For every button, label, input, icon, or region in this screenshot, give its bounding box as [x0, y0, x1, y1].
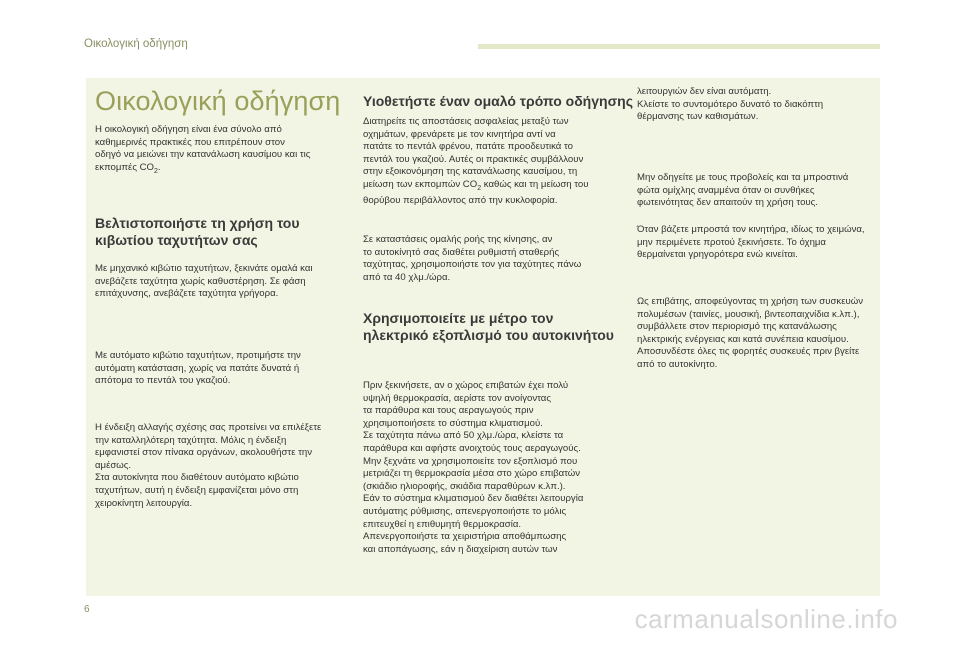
watermark: carmanualsonline.info — [634, 604, 898, 634]
air-conditioning-paragraph: Πριν ξεκινήσετε, αν ο χώρος επιβατών έχει πολύ υψηλή θερμοκρασία, αερίστε τον ανοίγοντας τα παράθυρα και τους αεραγωγούς πριν χρησιμοποιήσετε το σύστημα κλιματισμού. Σε ταχύτητα πάνω από 50 χλμ./ώρα, κλείστε τα παράθυρα και αφήστε ανοιχτούς τους αεραγωγούς. Μην ξεχνάτε να χρησιμοποιείτε τον εξοπλισμό που μετριάζει τη θερμοκρασία μέσα στο χώρο επιβατών (σκιάδιο ηλιοροφής, σκιάδια παραθύρων κ.λπ.). Εάν το σύστημα κλιματισμού δεν διαθέτει λειτουργία αυτόματης ρύθμισης, απενεργοποιήστε το μόλις επιτευχθεί η επιθυμητή θερμοκρασία. Απενεργοποιήστε τα χειριστήρια αποθάμπωσης και αποπάγωσης, εάν η διαχείριση αυτών των — [363, 380, 584, 555]
defrost-continuation-paragraph: λειτουργιών δεν είναι αυτόματη. Κλείστε το συντομότερο δυνατό το διακόπτη θέρμανσης των καθισμάτων. — [637, 86, 824, 123]
passenger-devices-paragraph: Ως επιβάτης, αποφεύγοντας τη χρήση των συσκευών πολυμέσων (ταινίες, μουσική, βιντεοπαιχνίδια κ.λπ.), συμβάλλετε στον περιορισμό της κατανάλωσης ηλεκτρικής ενέργειας και κατά συνέπεια καυσίμου. Αποσυνδέστε όλες τις φορητές συσκευές πριν βγείτε από το αυτοκίνητο. — [637, 296, 864, 370]
manual-gearbox-paragraph: Με μηχανικό κιβώτιο ταχυτήτων, ξεκινάτε ομαλά και ανεβάζετε ταχύτητα χωρίς καθυστέρηση. Σε φάση επιτάχυνσης, ανεβάζετε ταχύτητα γρήγορα. — [95, 263, 313, 300]
running-head: Οικολογική οδήγηση — [84, 38, 188, 50]
smooth-driving-heading: Υιοθετήστε έναν ομαλό τρόπο οδήγησης — [363, 93, 633, 109]
engine-start-paragraph: Όταν βάζετε μπροστά τον κινητήρα, ιδίως το χειμώνα, μην περιμένετε προτού ξεκινήσετε. Το όχημα θερμαίνεται γρηγορότερα ενώ κινείται. — [637, 224, 865, 261]
smooth-driving-paragraph: Διατηρείτε τις αποστάσεις ασφαλείας μεταξύ των οχημάτων, φρενάρετε με τον κινητήρα αντί να πατάτε το πεντάλ φρένου, πατάτε προοδευτικά το πεντάλ του γκαζιού. Αυτές οι πρακτικές συμβάλλουν στην εξοικονόμηση της κατανάλωσης καυσίμου, τη μείωση των εκπομπών $CO_2$ καθώς και τη μείωση του θορύβου περιβάλλοντος από την κυκλοφορία. — [363, 116, 589, 207]
electrical-equipment-heading: Χρησιμοποιείτε με μέτρο τον ηλεκτρικό εξοπλισμό του αυτοκινήτου — [363, 310, 614, 343]
intro-paragraph: Η οικολογική οδήγηση είναι ένα σύνολο από καθημερινές πρακτικές που επιτρέπουν στον οδηγό να μειώνει την κατανάλωση καυσίμου και τις εκπομπές $CO_2$. — [95, 124, 311, 175]
gear-shift-indicator-paragraph: Η ένδειξη αλλαγής σχέσης σας προτείνει να επιλέξετε την καταλληλότερη ταχύτητα. Μόλις η ένδειξη εμφανιστεί στον πίνακα οργάνων, ακολουθήστε την αμέσως. Στα αυτοκίνητα που διαθέτουν αυτόματο κιβώτιο ταχυτήτων, αυτή η ένδειξη εμφανίζεται μόνο στη χειροκίνητη λειτουργία. — [95, 422, 322, 509]
page-title: Οικολογική οδήγηση — [95, 86, 341, 116]
page-number: 6 — [84, 604, 90, 615]
automatic-gearbox-paragraph: Με αυτόματο κιβώτιο ταχυτήτων, προτιμήστε την αυτόματη κατάσταση, χωρίς να πατάτε δυνατά ή απότομα το πεντάλ του γκαζιού. — [95, 350, 301, 387]
header-rule — [478, 44, 880, 49]
cruise-control-paragraph: Σε καταστάσεις ομαλής ροής της κίνησης, αν το αυτοκίνητό σας διαθέτει ρυθμιστή σταθερής ταχύτητας, χρησιμοποιήστε τον για ταχύτητες πάνω από τα 40 χλμ./ώρα. — [363, 234, 582, 283]
headlights-paragraph: Μην οδηγείτε με τους προβολείς και τα μπροστινά φώτα ομίχλης αναμμένα όταν οι συνθήκες φωτεινότητας δεν απαιτούν τη χρήση τους. — [637, 172, 849, 209]
gearbox-heading: Βελτιστοποιήστε τη χρήση του κιβωτίου ταχυτήτων σας — [95, 215, 300, 248]
content-panel — [86, 78, 880, 596]
